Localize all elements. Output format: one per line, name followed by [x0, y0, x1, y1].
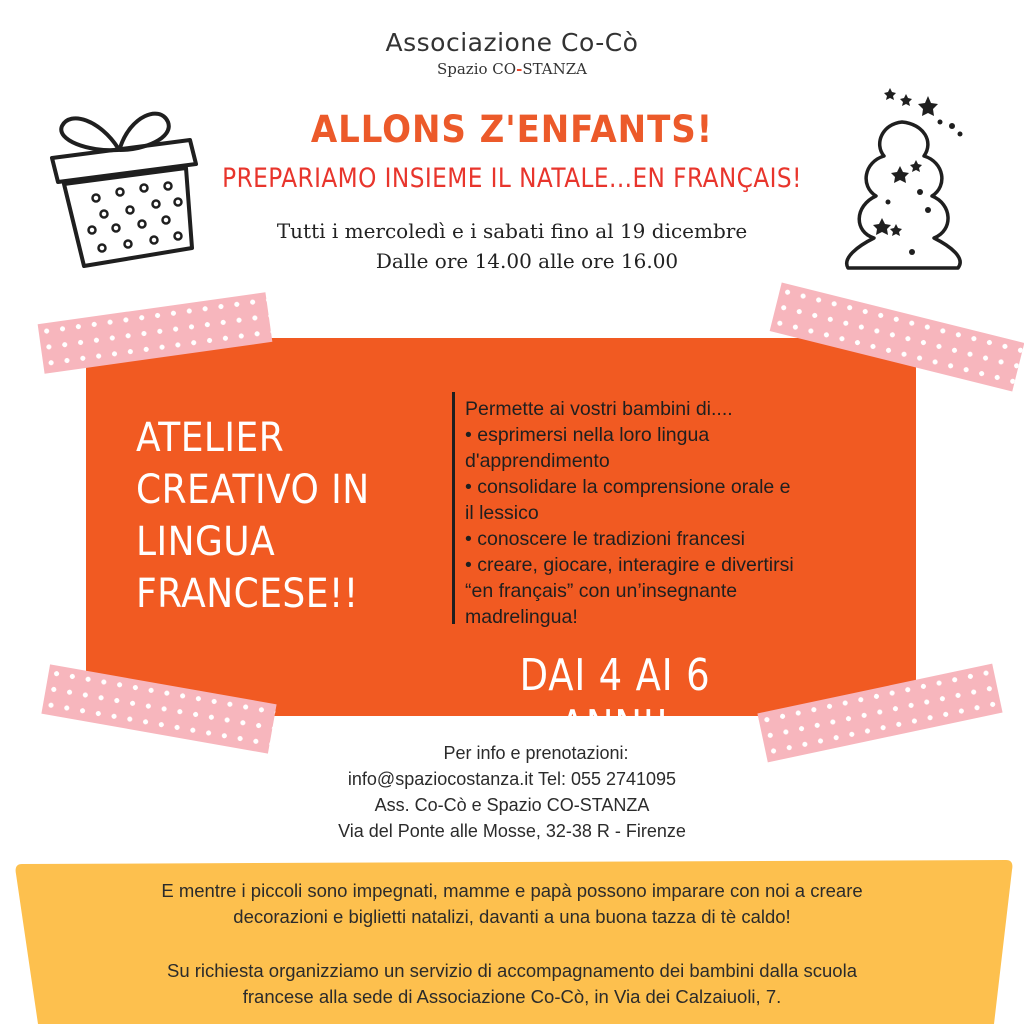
parents-paragraph-line: decorazioni e biglietti natalizi, davanti a una buona tazza di tè caldo! [233, 906, 791, 927]
contact-heading: Per info e prenotazioni: [443, 743, 629, 763]
subheadline: PREPARIAMO INSIEME IL NATALE...EN FRANÇAIS! [222, 163, 802, 194]
contact-email-phone: info@spaziocostanza.it Tel: 055 2741095 [347, 769, 677, 789]
contact-info [0, 740, 1024, 844]
benefits-line: “en français” con un’insegnante [465, 580, 738, 602]
benefits-line: madrelingua! [465, 606, 578, 628]
parents-paragraph-line: E mentre i piccoli sono impegnati, mamme e papà possono imparare con noi a creare [161, 880, 863, 901]
brand-subtitle [0, 60, 1024, 78]
atelier-title-line: FRANCESE!! [136, 571, 359, 617]
contact-address: Via del Ponte alle Mosse, 32-38 R - Firenze [338, 821, 686, 841]
age-range: DAI 4 AI 6 ANNI! [519, 650, 711, 752]
banner-divider [452, 392, 455, 624]
atelier-title-line: CREATIVO IN [136, 467, 370, 513]
schedule-hours: Dalle ore 14.00 alle ore 16.00 [375, 249, 679, 273]
escort-paragraph [60, 958, 964, 1010]
contact-organization: Ass. Co-Cò e Spazio CO-STANZA [374, 795, 650, 815]
benefits-line: • esprimersi nella loro lingua [465, 424, 710, 446]
parents-paragraph [60, 878, 964, 930]
schedule [0, 216, 1024, 276]
schedule-days: Tutti i mercoledì e i sabati fino al 19 dicembre [276, 219, 748, 243]
brand-title: Associazione Co-Cò [385, 28, 639, 57]
escort-paragraph-line: Su richiesta organizziamo un servizio di accompagnamento dei bambini dalla scuola [166, 960, 857, 981]
headline: ALLONS Z'ENFANTS! [310, 108, 714, 151]
escort-paragraph-line: francese alla sede di Associazione Co-Cò, in Via dei Calzaiuoli, 7. [242, 986, 782, 1007]
atelier-title-line: ATELIER [136, 415, 285, 461]
benefits-line: • creare, giocare, interagire e divertirsi [465, 554, 794, 576]
brand-subtitle-suffix: STANZA [522, 60, 588, 78]
benefits-line: il lessico [465, 502, 539, 524]
benefits-line: • conoscere le tradizioni francesi [465, 528, 745, 550]
benefits-line: d'apprendimento [465, 450, 610, 472]
atelier-title-line: LINGUA [136, 519, 276, 565]
benefits-line: • consolidare la comprensione orale e [465, 476, 791, 498]
brand-subtitle-dash: - [516, 60, 523, 78]
benefits-line: Permette ai vostri bambini di.... [465, 398, 733, 420]
atelier-title [136, 412, 388, 620]
benefits-list [465, 396, 895, 630]
brand-subtitle-prefix: Spazio CO [436, 60, 517, 78]
